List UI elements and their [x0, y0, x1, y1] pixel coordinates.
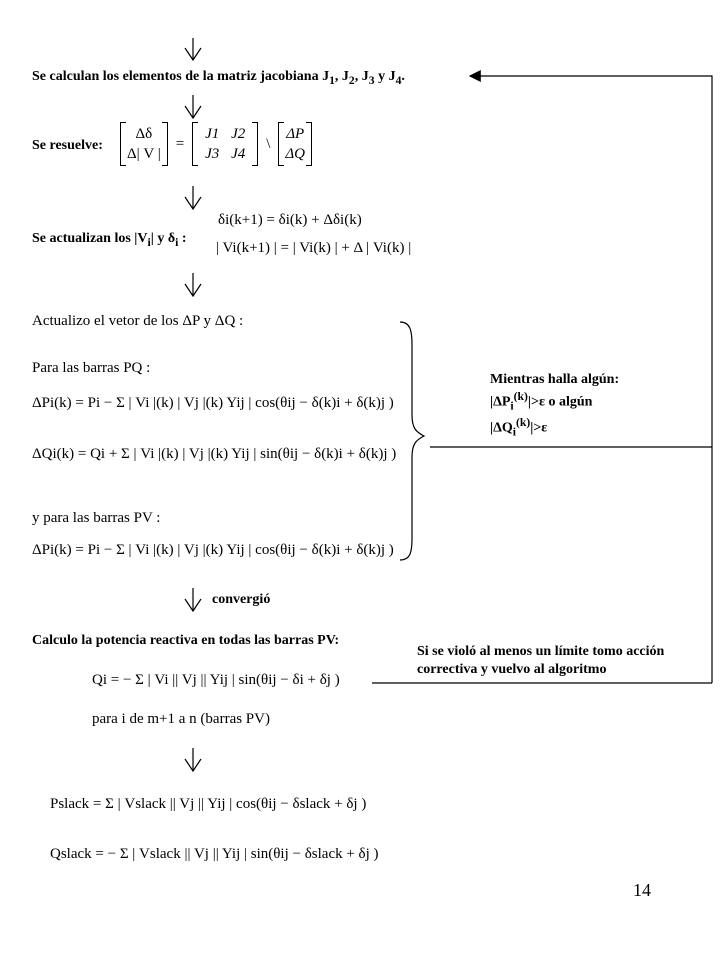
Pslack-eq: Pslack = Σ | Vslack || Vj || Yij | cos(θij − δslack + δj ): [50, 796, 367, 812]
dP-pq-eq: ΔPi(k) = Pi − Σ | Vi |(k) | Vj |(k) Yij | cos(θij − δ(k)i + δ(k)j ): [32, 395, 394, 411]
v-update-eq: | Vi(k+1) | = | Vi(k) | + Δ | Vi(k) |: [216, 240, 412, 256]
rhs-vector: ΔP ΔQ: [278, 122, 312, 166]
loop-note: Mientras halla algún: $|\Delta P_i^{(k)}|>\varepsilon$ o algún $|\Delta Q_i^{(k)}|>\varepsilon$: [490, 372, 620, 439]
Qi-eq: Qi = − Σ | Vi || Vj || Yij | sin(θij − δi + δj ): [92, 672, 340, 688]
jacobian-matrix: J1 J2 J3 J4: [192, 122, 258, 166]
Qslack-eq: Qslack = − Σ | Vslack || Vj || Yij | sin(θij − δslack + δj ): [50, 846, 379, 862]
down-arrow-3: [185, 186, 201, 209]
para-i-label: para i de m+1 a n (barras PV): [92, 711, 270, 727]
dQ-pq-eq: ΔQi(k) = Qi + Σ | Vi |(k) | Vj |(k) Yij | sin(θij − δ(k)i + δ(k)j ): [32, 446, 397, 462]
down-arrow-5: [185, 588, 201, 611]
lhs-vector: Δδ Δ| V |: [120, 122, 168, 166]
delta-update-eq: δi(k+1) = δi(k) + Δδi(k): [218, 212, 362, 228]
update-label: Se actualizan los $|V_i|$ y $\delta_i$ :: [32, 231, 187, 249]
update-vector-label: Actualizo el vetor de los ΔP y ΔQ :: [32, 313, 244, 329]
converged-label: convergió: [212, 592, 271, 607]
page-number: 14: [633, 880, 651, 900]
jacobian-step: Se calculan los elementos de la matriz jacobiana $J_1$, $J_2$, $J_3$ y $J_4$.: [32, 69, 405, 87]
down-arrow-2: [185, 95, 201, 118]
down-arrow-6: [185, 748, 201, 771]
curly-brace: [400, 322, 424, 560]
limit-note: Si se violó al menos un límite tomo acción correctiva y vuelvo al algoritmo: [417, 644, 665, 677]
resolve-label: Se resuelve:: [32, 138, 103, 153]
pv-label: y para las barras PV :: [32, 510, 161, 526]
reactive-label: Calculo la potencia reactiva en todas las barras PV:: [32, 633, 340, 648]
down-arrow-1: [185, 38, 201, 60]
dP-pv-eq: ΔPi(k) = Pi − Σ | Vi |(k) | Vj |(k) Yij | cos(θij − δ(k)i + δ(k)j ): [32, 542, 394, 558]
down-arrow-4: [185, 273, 201, 296]
matrix-equation: Δδ Δ| V | = J1 J2 J3 J4 \ ΔP ΔQ: [120, 122, 312, 166]
pq-label: Para las barras PQ :: [32, 360, 151, 376]
